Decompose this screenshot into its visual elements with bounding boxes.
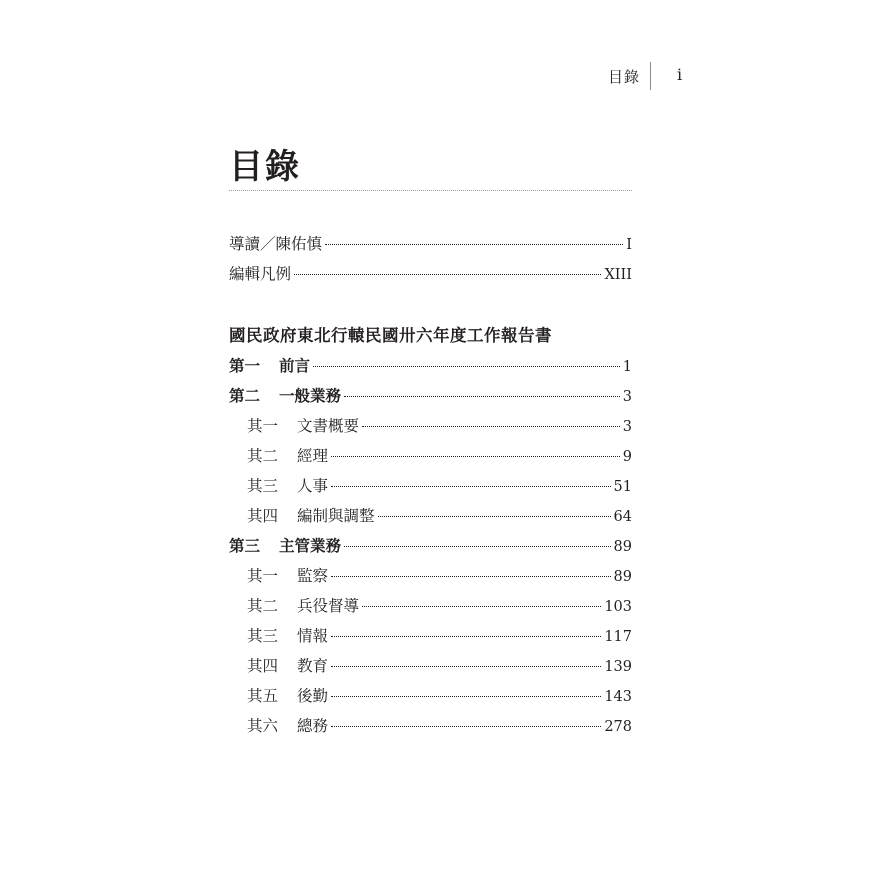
page-title: 目錄 bbox=[229, 147, 301, 187]
dot-leader bbox=[362, 426, 620, 427]
toc-entry-label bbox=[247, 411, 359, 441]
toc-subentry[interactable] bbox=[229, 411, 632, 441]
toc-entry-title: 總務 bbox=[297, 717, 329, 735]
toc-entry-page: 3 bbox=[622, 419, 632, 435]
toc-entry[interactable] bbox=[229, 229, 632, 259]
toc-entry-number: 其一 bbox=[247, 417, 279, 435]
toc-subentry[interactable] bbox=[229, 681, 632, 711]
toc-entry-page: 139 bbox=[604, 659, 632, 675]
toc-chapter-entry[interactable] bbox=[229, 531, 632, 561]
toc-entry-label bbox=[247, 471, 328, 501]
toc-entry-label bbox=[247, 591, 359, 621]
toc-subentry[interactable] bbox=[229, 651, 632, 681]
toc-entry-title: 教育 bbox=[297, 657, 329, 675]
toc-entry-page: 3 bbox=[622, 389, 632, 405]
dot-leader bbox=[378, 516, 611, 517]
toc-entry-page: XIII bbox=[604, 267, 632, 283]
running-head-section: 目錄 bbox=[608, 68, 641, 86]
toc-entry-title: 人事 bbox=[297, 477, 329, 495]
dot-leader bbox=[313, 366, 620, 367]
toc-entry-number: 其三 bbox=[247, 477, 279, 495]
toc-entry-label bbox=[247, 501, 375, 531]
toc-entry-page: 9 bbox=[622, 449, 632, 465]
toc-entry-title: 經理 bbox=[297, 447, 329, 465]
toc-entry-page: 278 bbox=[604, 719, 632, 735]
dot-leader bbox=[344, 546, 611, 547]
toc-entry-page: 1 bbox=[622, 359, 632, 375]
toc-entry-label bbox=[229, 531, 341, 561]
dot-leader bbox=[344, 396, 620, 397]
toc-entry-label bbox=[247, 651, 328, 681]
toc-entry-number: 其五 bbox=[247, 687, 279, 705]
toc-entry-number: 其一 bbox=[247, 567, 279, 585]
toc-entry-label bbox=[229, 351, 310, 381]
dot-leader bbox=[331, 666, 601, 667]
toc-entry-title: 情報 bbox=[297, 627, 329, 645]
toc-entry-page: 117 bbox=[604, 629, 632, 645]
toc-subentry[interactable] bbox=[229, 621, 632, 651]
toc-entry-number: 其二 bbox=[247, 597, 279, 615]
toc-entry-page: 103 bbox=[604, 599, 632, 615]
dot-leader bbox=[294, 274, 601, 275]
toc-entry[interactable] bbox=[229, 259, 632, 289]
toc-chapter-entry[interactable] bbox=[229, 351, 632, 381]
toc-entry-label bbox=[247, 711, 328, 741]
toc-entry-title: 主管業務 bbox=[279, 536, 342, 555]
running-head-page-number: i bbox=[677, 65, 683, 84]
running-head-divider bbox=[650, 62, 651, 90]
toc-entry-page: 143 bbox=[604, 689, 632, 705]
dot-leader bbox=[331, 726, 601, 727]
toc-subentry[interactable] bbox=[229, 561, 632, 591]
toc-entry-number: 其三 bbox=[247, 627, 279, 645]
toc-entry-title: 前言 bbox=[279, 356, 311, 375]
toc-entry-label bbox=[247, 561, 328, 591]
toc-subentry[interactable] bbox=[229, 471, 632, 501]
toc-entry-title: 一般業務 bbox=[279, 386, 342, 405]
toc-entry-title: 文書概要 bbox=[297, 417, 360, 435]
toc-entry-page: 89 bbox=[613, 539, 632, 555]
toc-subentry[interactable] bbox=[229, 501, 632, 531]
toc-subentry[interactable] bbox=[229, 591, 632, 621]
title-divider bbox=[229, 190, 632, 191]
toc-subentry[interactable] bbox=[229, 441, 632, 471]
toc-entry-label: 編輯凡例 bbox=[229, 265, 292, 283]
toc-entry-title: 監察 bbox=[297, 567, 329, 585]
toc-entry-number: 其二 bbox=[247, 447, 279, 465]
toc-entry-page: 89 bbox=[613, 569, 632, 585]
dot-leader bbox=[325, 244, 623, 245]
toc-entry-number: 其四 bbox=[247, 657, 279, 675]
dot-leader bbox=[331, 636, 601, 637]
toc-entry-number: 第二 bbox=[229, 386, 261, 405]
dot-leader bbox=[331, 696, 601, 697]
toc-entry-label bbox=[247, 681, 328, 711]
toc-entry-label bbox=[229, 381, 341, 411]
dot-leader bbox=[331, 576, 611, 577]
toc-entry-number: 其六 bbox=[247, 717, 279, 735]
running-head bbox=[600, 62, 690, 92]
dot-leader bbox=[331, 456, 620, 457]
dot-leader bbox=[362, 606, 601, 607]
toc-chapter-entry[interactable] bbox=[229, 381, 632, 411]
section-heading: 國民政府東北行轅民國卅六年度工作報告書 bbox=[229, 326, 552, 345]
toc-entry-label: 導讀／陳佑慎 bbox=[229, 235, 323, 253]
toc-entry-title: 編制與調整 bbox=[297, 507, 375, 525]
toc-entry-number: 第一 bbox=[229, 356, 261, 375]
toc-entry-label bbox=[247, 621, 328, 651]
front-matter-list bbox=[229, 229, 632, 289]
toc-entry-title: 後勤 bbox=[297, 687, 329, 705]
toc-entry-number: 其四 bbox=[247, 507, 279, 525]
toc-entry-title: 兵役督導 bbox=[297, 597, 360, 615]
toc-subentry[interactable] bbox=[229, 711, 632, 741]
toc-entry-page: 64 bbox=[613, 509, 632, 525]
toc-entry-page: I bbox=[626, 237, 632, 253]
toc-entry-page: 51 bbox=[613, 479, 632, 495]
toc-list bbox=[229, 351, 632, 741]
dot-leader bbox=[331, 486, 611, 487]
toc-entry-number: 第三 bbox=[229, 536, 261, 555]
toc-entry-label bbox=[247, 441, 328, 471]
